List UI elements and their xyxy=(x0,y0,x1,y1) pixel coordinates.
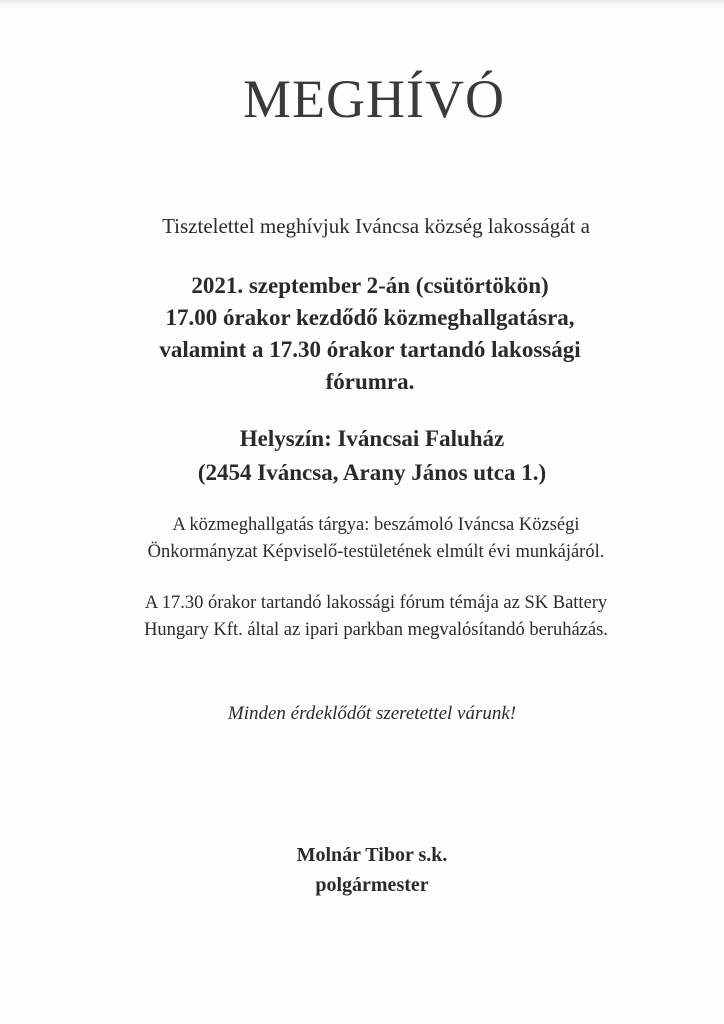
venue xyxy=(10,422,724,490)
forum-topic-paragraph xyxy=(14,590,724,644)
event-forum-line: valamint a 17.30 órakor tartandó lakossági xyxy=(159,337,581,362)
venue-name: Helyszín: Iváncsai Faluház xyxy=(239,426,505,451)
paragraph-line: A közmeghallgatás tárgya: beszámoló Iváncsa Községi xyxy=(172,515,580,535)
paragraph-line: Hungary Kft. által az ipari parkban megvalósítandó beruházás. xyxy=(144,620,608,640)
intro-text: Tisztelettel meghívjuk Iváncsa község lakosságát a xyxy=(162,214,590,238)
page-title: MEGHÍVÓ xyxy=(243,69,505,129)
event-date-line: 2021. szeptember 2-án (csütörtökön) xyxy=(191,273,549,298)
signature-block xyxy=(10,840,724,900)
scan-edge-shadow xyxy=(0,0,724,10)
signatory-role: polgármester xyxy=(315,874,429,896)
closing-line: Minden érdeklődőt szeretettel várunk! xyxy=(227,703,517,724)
paragraph-line: Önkormányzat Képviselő-testületének elmúlt évi munkájáról. xyxy=(147,542,605,562)
event-forum-end-line: fórumra. xyxy=(325,369,415,394)
venue-address: (2454 Iváncsa, Arany János utca 1.) xyxy=(197,460,547,485)
signatory-name: Molnár Tibor s.k. xyxy=(296,844,448,866)
event-details xyxy=(8,270,724,398)
event-hearing-line: 17.00 órakor kezdődő közmeghallgatásra, xyxy=(165,305,575,330)
paragraph-line: A 17.30 órakor tartandó lakossági fórum témája az SK Battery xyxy=(144,593,608,613)
hearing-subject-paragraph xyxy=(14,512,724,566)
